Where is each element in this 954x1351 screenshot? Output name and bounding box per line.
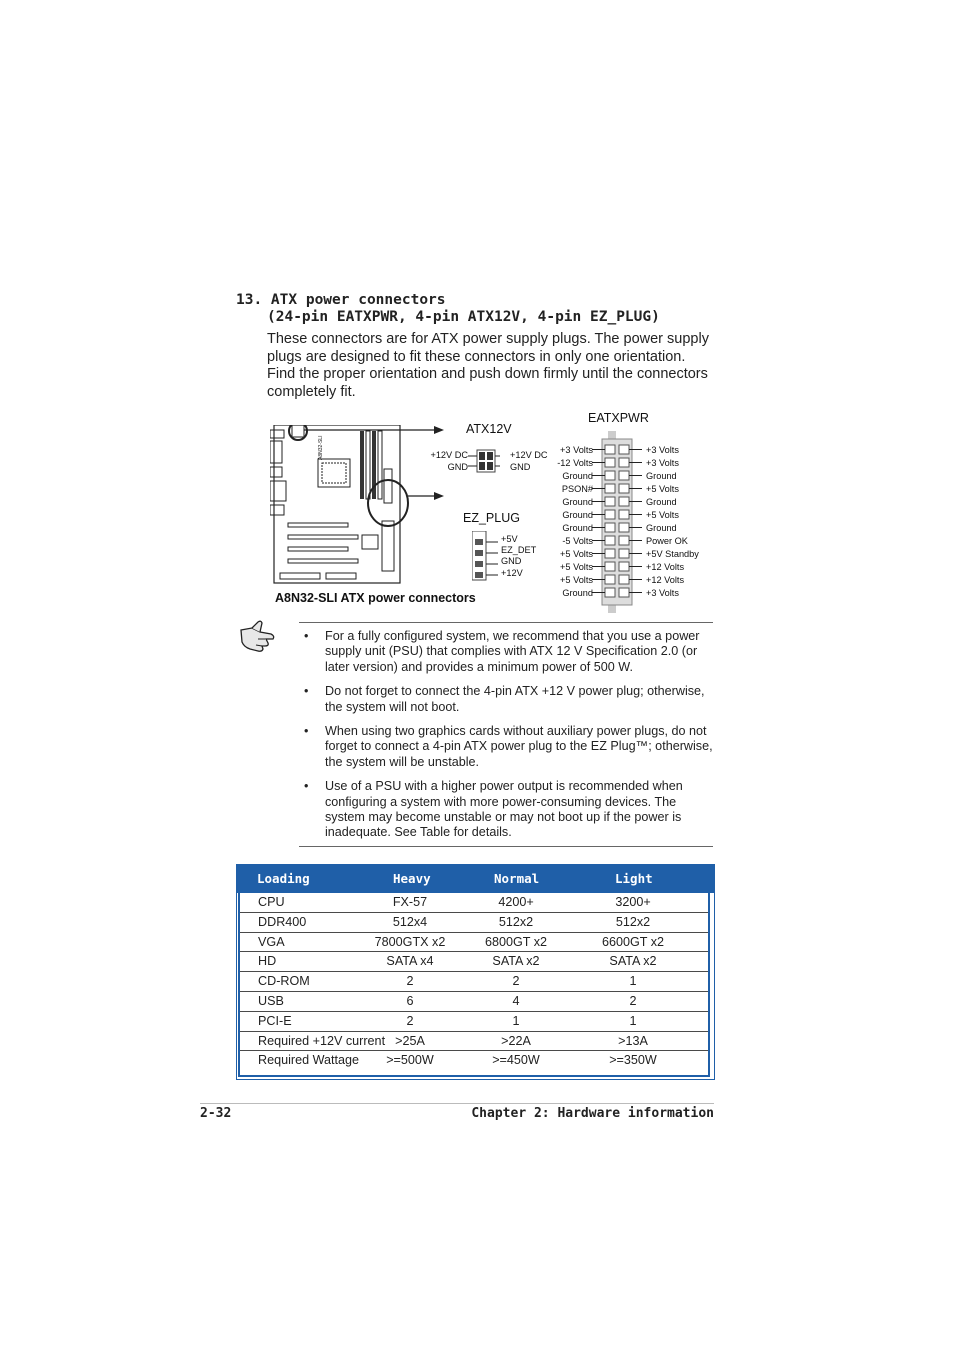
eatxpwr-pin: [605, 445, 615, 454]
table-cell-value: 1: [629, 1013, 637, 1028]
table-cell-value: 4200+: [498, 895, 534, 909]
eatxpwr-left-pin: +3 Volts: [560, 445, 593, 455]
table-cell-value: >13A: [618, 1033, 648, 1048]
table-cell-value: 2: [512, 974, 520, 989]
table-body-frame: [238, 893, 710, 1077]
eatxpwr-left-pin: +5 Volts: [560, 575, 593, 585]
eatxpwr-right-pin: +5 Volts: [646, 484, 679, 494]
eatxpwr-pin: [605, 471, 615, 480]
ez-plug-connector: [472, 531, 500, 581]
table-cell-value: 512x2: [615, 914, 651, 929]
note-item: [300, 724, 714, 770]
eatxpwr-pin: [619, 458, 629, 467]
note-bullet: •: [304, 724, 309, 739]
header-heavy: Heavy: [393, 871, 431, 886]
table-cell-value: >22A: [501, 1033, 531, 1048]
eatxpwr-right-pin: +12 Volts: [646, 575, 685, 585]
table-cell-value: 6800GT x2: [484, 934, 548, 949]
notes-bottom-divider: [299, 846, 713, 847]
table-cell-item: Required +12V current: [258, 1033, 386, 1048]
atx12v-connector: [468, 448, 500, 474]
table-row-cells: [240, 952, 708, 972]
atx12v-title: ATX12V: [466, 422, 512, 436]
table-row: [240, 932, 708, 952]
eatxpwr-pin: [619, 471, 629, 480]
eatxpwr-pin: [619, 445, 629, 454]
footer-divider: [200, 1103, 714, 1104]
table-body: [240, 893, 708, 1070]
table-cell-value: 4: [512, 993, 520, 1008]
eatxpwr-pin: [619, 562, 629, 571]
eatxpwr-pin: [619, 588, 629, 597]
table-cell-value: 7800GTX x2: [374, 934, 446, 949]
eatxpwr-right-pin: +5 Volts: [646, 510, 679, 520]
power-connector-figure: [236, 405, 716, 620]
ez-plug-title: EZ_PLUG: [463, 511, 520, 525]
atx12v-right-pin-2: GND: [510, 462, 531, 472]
table-row-cells: [240, 932, 708, 952]
eatxpwr-left-pin: Ground: [562, 588, 593, 598]
section-paragraph: These connectors are for ATX power supply plugs. The power supply plugs are designed to fit these connectors in only one orientation. Find the proper orientation and push down firmly until the connectors completely fit.: [267, 331, 709, 400]
eatxpwr-pin: [619, 484, 629, 493]
table-cell-value: >25A: [395, 1033, 425, 1048]
table-cell-item: PCI-E: [258, 1013, 292, 1028]
note-item: [300, 629, 714, 675]
eatxpwr-right-pin: Ground: [646, 497, 677, 507]
eatxpwr-pin: [605, 575, 615, 584]
eatxpwr-right-pin: +3 Volts: [646, 588, 679, 598]
table-cell-value: SATA x2: [609, 954, 657, 969]
eatxpwr-pin: [619, 575, 629, 584]
eatxpwr-connector: [592, 431, 642, 613]
table-cell-value: 6: [406, 993, 414, 1008]
table-row: [240, 1031, 708, 1051]
eatxpwr-title: EATXPWR: [588, 411, 649, 425]
ez-plug-pin-1: +5V: [501, 534, 518, 544]
ez-plug-pin-2: EZ_DET: [501, 545, 537, 555]
table-row-cells: [240, 893, 708, 912]
note-bullet: •: [304, 684, 309, 699]
eatxpwr-pin: [605, 510, 615, 519]
note-bullet: •: [304, 779, 309, 794]
table-row-cells: [240, 1051, 708, 1070]
eatxpwr-right-pin: +5V Standby: [646, 549, 699, 559]
eatxpwr-pin: [619, 497, 629, 506]
eatxpwr-pin: [605, 523, 615, 532]
table-cell-value: 1: [629, 974, 637, 989]
table-cell-item: USB: [258, 993, 284, 1008]
table-row: [240, 893, 708, 912]
table-cell-value: 3200+: [615, 895, 651, 909]
table-cell-value: >=350W: [609, 1053, 657, 1068]
eatxpwr-right-pin: Power OK: [646, 536, 688, 546]
table-row: [240, 912, 708, 932]
eatxpwr-left-pin: -12 Volts: [557, 458, 593, 468]
table-row-cells: [240, 912, 708, 932]
note-text: When using two graphics cards without auxiliary power plugs, do not forget to connect a 4-pin ATX power plug to the EZ Plug™; otherwise, the system will be unstable.: [325, 724, 713, 769]
eatxpwr-left-pin: Ground: [562, 510, 593, 520]
atx12v-left-pin-1: +12V DC: [430, 450, 468, 460]
eatxpwr-pin: [619, 510, 629, 519]
table-row: [240, 1011, 708, 1031]
power-loading-table: [236, 864, 715, 1080]
eatxpwr-pin: [605, 497, 615, 506]
eatxpwr-pin: [605, 588, 615, 597]
eatxpwr-left-pin: Ground: [562, 471, 593, 481]
table-cell-value: SATA x4: [386, 954, 434, 969]
table-row: [240, 991, 708, 1011]
header-normal: Normal: [494, 871, 540, 886]
notes-list: [300, 629, 714, 850]
table-cell-item: Required Wattage: [258, 1053, 360, 1068]
note-text: Use of a PSU with a higher power output is recommended when configuring a system with more power-consuming devices. The system may become unstable or may not boot up if the power is inadequate. See Table for details.: [325, 779, 683, 840]
note-item: [300, 684, 714, 715]
ez-plug-pin-4: +12V: [501, 568, 523, 578]
table-cell-value: 2: [406, 1013, 414, 1028]
table-cell-item: CPU: [258, 895, 285, 909]
eatxpwr-pin: [619, 536, 629, 545]
section-heading-line1: 13. ATX power connectors: [236, 292, 446, 308]
table-cell-value: >=450W: [492, 1053, 540, 1068]
eatxpwr-left-pin: +5 Volts: [560, 549, 593, 559]
note-hand-icon: [238, 620, 278, 654]
table-cell-value: >=500W: [386, 1053, 434, 1068]
chapter-title: Chapter 2: Hardware information: [471, 1106, 714, 1121]
table-cell-item: VGA: [258, 934, 285, 949]
eatxpwr-pin: [619, 549, 629, 558]
header-light: Light: [615, 871, 653, 886]
eatxpwr-right-pin: +12 Volts: [646, 562, 685, 572]
ez-plug-pin-3: GND: [501, 556, 522, 566]
table-row: [240, 972, 708, 992]
eatxpwr-left-pin: PSON#: [561, 484, 593, 494]
eatxpwr-pin: [605, 458, 615, 467]
table-row: [240, 1051, 708, 1070]
table-cell-value: 512x2: [498, 914, 534, 929]
eatxpwr-left-pin: +5 Volts: [560, 562, 593, 572]
table-cell-value: 2: [406, 974, 414, 989]
table-cell-item: HD: [258, 954, 277, 969]
eatxpwr-pin: [605, 536, 615, 545]
page-number: 2-32: [200, 1106, 232, 1121]
table-cell-value: 512x4: [392, 914, 428, 929]
figure-caption: A8N32-SLI ATX power connectors: [275, 591, 476, 605]
header-loading: Loading: [257, 871, 310, 886]
table-header: [237, 865, 714, 893]
eatxpwr-right-pin: +3 Volts: [646, 445, 679, 455]
eatxpwr-right-pin: +3 Volts: [646, 458, 679, 468]
table-row-cells: [240, 991, 708, 1011]
note-item: [300, 779, 714, 841]
eatxpwr-pin: [605, 562, 615, 571]
table-cell-value: SATA x2: [492, 954, 540, 969]
eatxpwr-left-pin: -5 Volts: [562, 536, 593, 546]
table-row-cells: [240, 1011, 708, 1031]
note-text: Do not forget to connect the 4-pin ATX +12 V power plug; otherwise, the system will not boot.: [325, 684, 705, 714]
atx12v-right-pin-1: +12V DC: [510, 450, 548, 460]
section-heading-line2: (24-pin EATXPWR, 4-pin ATX12V, 4-pin EZ_PLUG): [267, 309, 660, 325]
board-label: A8N32-SLI: [318, 435, 324, 460]
eatxpwr-pin: [605, 549, 615, 558]
table-row-cells: [240, 972, 708, 992]
eatxpwr-pin: [619, 523, 629, 532]
table-cell-value: FX-57: [392, 895, 428, 909]
pointer-arrows: [296, 425, 446, 505]
table-cell-item: CD-ROM: [258, 974, 310, 989]
table-cell-value: 6600GT x2: [601, 934, 665, 949]
atx12v-left-pin-2: GND: [447, 462, 468, 472]
eatxpwr-right-pin: Ground: [646, 471, 677, 481]
eatxpwr-pin: [605, 484, 615, 493]
table-cell-value: 1: [512, 1013, 520, 1028]
table-row-cells: [240, 1031, 708, 1051]
table-cell-item: DDR400: [258, 914, 307, 929]
note-text: For a fully configured system, we recommend that you use a power supply unit (PSU) that complies with ATX 12 V Specification 2.0 (or later version) and provides a minimum power of 500 W.: [325, 629, 700, 674]
eatxpwr-left-pin: Ground: [562, 497, 593, 507]
notes-top-divider: [299, 622, 713, 623]
eatxpwr-right-pin: Ground: [646, 523, 677, 533]
table-cell-value: 2: [629, 993, 637, 1008]
table-row: [240, 952, 708, 972]
note-bullet: •: [304, 629, 309, 643]
eatxpwr-left-pin: Ground: [562, 523, 593, 533]
